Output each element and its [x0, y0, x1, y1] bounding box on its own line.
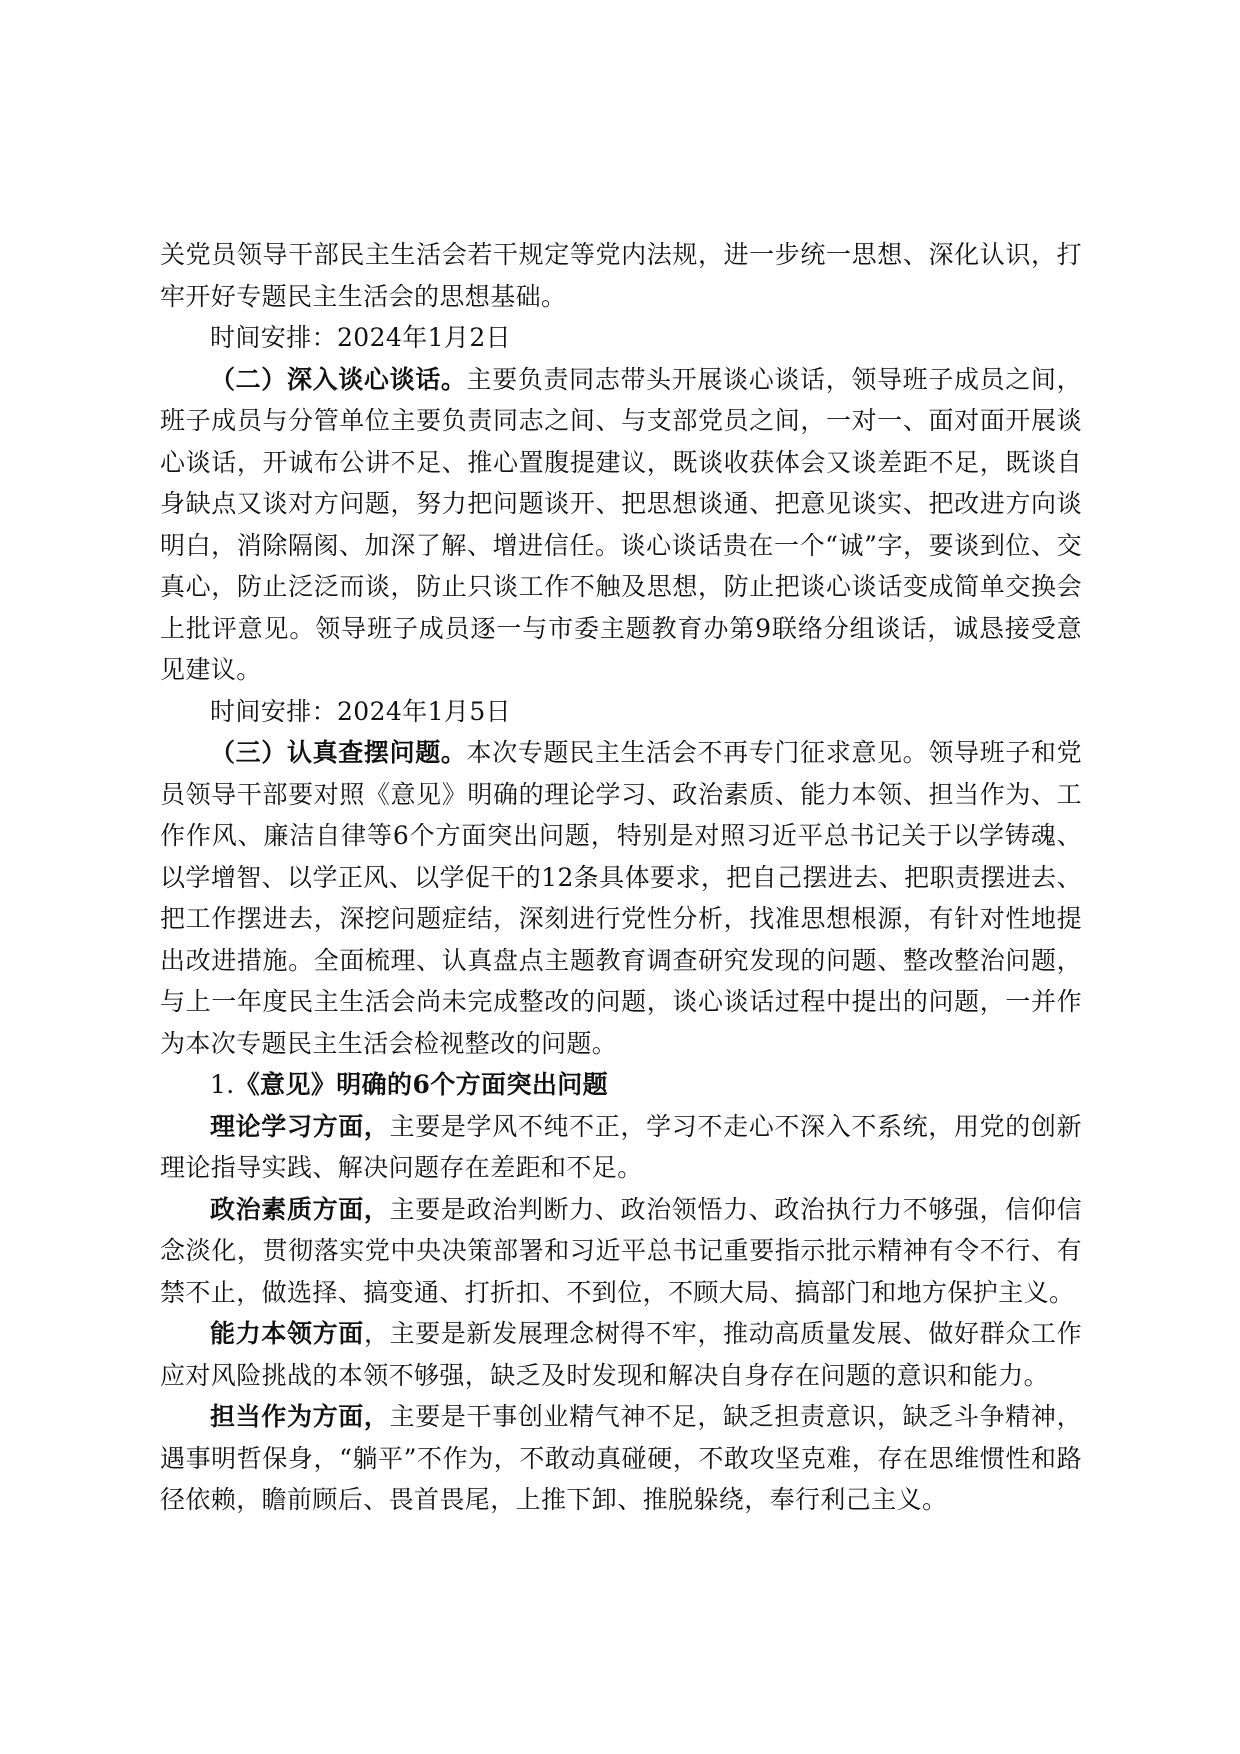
item-body-responsibility: 主要是干事创业精气神不足，缺乏担责意识，缺乏斗争精神，遇事明哲保身，“躺平”不作为，不敢动真碰硬，不敢攻坚克难，存在思维惯性和路径依赖，瞻前顾后、畏首畏尾，上推下卸、推脱躲绕，奉行利己主义。 — [160, 1402, 1082, 1514]
document-body — [160, 234, 1082, 1521]
time-arrangement-2: 时间安排：2024年1月5日 — [210, 696, 512, 726]
item-body-ability: ，主要是新发展理念树得不牢，推动高质量发展、做好群众工作应对风险挑战的本领不够强，缺乏及时发现和解决自身存在问题的意识和能力。 — [160, 1319, 1083, 1390]
item-political-quality — [160, 1189, 1082, 1314]
item-ability — [160, 1313, 1082, 1396]
item-body-theory: 主要是学风不纯不正，学习不走心不深入不系统，用党的创新理论指导实践、解决问题存在差距和不足。 — [160, 1111, 1082, 1182]
item-heading-political: 政治素质方面， — [210, 1194, 390, 1224]
item-heading-theory: 理论学习方面， — [210, 1111, 390, 1141]
section-heading-2: （二）深入谈心谈话。 — [210, 364, 467, 394]
section-body-3: 本次专题民主生活会不再专门征求意见。领导班子和党员领导干部要对照《意见》明确的理论学习、政治素质、能力本领、担当作为、工作作风、廉洁自律等6个方面突出问题，特别是对照习近平总书记关于以学铸魂、以学增智、以学正风、以学促干的12条具体要求，把自己摆进去、把职责摆进去、把工作摆进去，深挖问题症结，深刻进行党性分析，找准思想根源，有针对性地提出改进措施。全面梳理、认真盘点主题教育调查研究发现的问题、整改整治问题，与上一年度民主生活会尚未完成整改的问题，谈心谈话过程中提出的问题，一并作为本次专题民主生活会检视整改的问题。 — [160, 738, 1082, 1058]
paragraph-continuation: 关党员领导干部民主生活会若干规定等党内法规，进一步统一思想、深化认识，打牢开好专题民主生活会的思想基础。 — [160, 240, 1082, 311]
item-heading-ability: 能力本领方面 — [210, 1319, 364, 1348]
section-body-2: 主要负责同志带头开展谈心谈话，领导班子成员之间，班子成员与分管单位主要负责同志之间、与支部党员之间，一对一、面对面开展谈心谈话，开诚布公讲不足、推心置腹提建议，既谈收获体会又谈差距不足，既谈自身缺点又谈对方问题，努力把问题谈开、把思想谈通、把意见谈实、把改进方向谈明白，消除隔阂、加深了解、增进信任。谈心谈话贵在一个“诚”字，要谈到位、交真心，防止泛泛而谈，防止只谈工作不触及思想，防止把谈心谈话变成简单交换会上批评意见。领导班子成员逐一与市委主题教育办第9联络分组谈话，诚恳接受意见建议。 — [160, 364, 1082, 684]
section-check-problems — [160, 732, 1082, 1064]
section-heading-3: （三）认真查摆问题。 — [210, 738, 467, 767]
item-theory-study — [160, 1106, 1082, 1189]
subsection-title-1 — [160, 1064, 1082, 1106]
time-arrangement-1: 时间安排：2024年1月2日 — [210, 323, 512, 352]
item-body-political: 主要是政治判断力、政治领悟力、政治执行力不够强，信仰信念淡化，贯彻落实党中央决策部署和习近平总书记重要指示批示精神有令不行、有禁不止，做选择、搞变通、打折扣、不到位，不顾大局、搞部门和地方保护主义。 — [160, 1194, 1082, 1307]
subsection-heading: 《意见》明确的6个方面突出问题 — [234, 1070, 609, 1099]
subsection-number: 1. — [210, 1070, 235, 1099]
item-responsibility — [160, 1396, 1082, 1521]
section-heart-to-heart-talk — [160, 359, 1082, 691]
item-heading-responsibility: 担当作为方面， — [210, 1402, 390, 1431]
